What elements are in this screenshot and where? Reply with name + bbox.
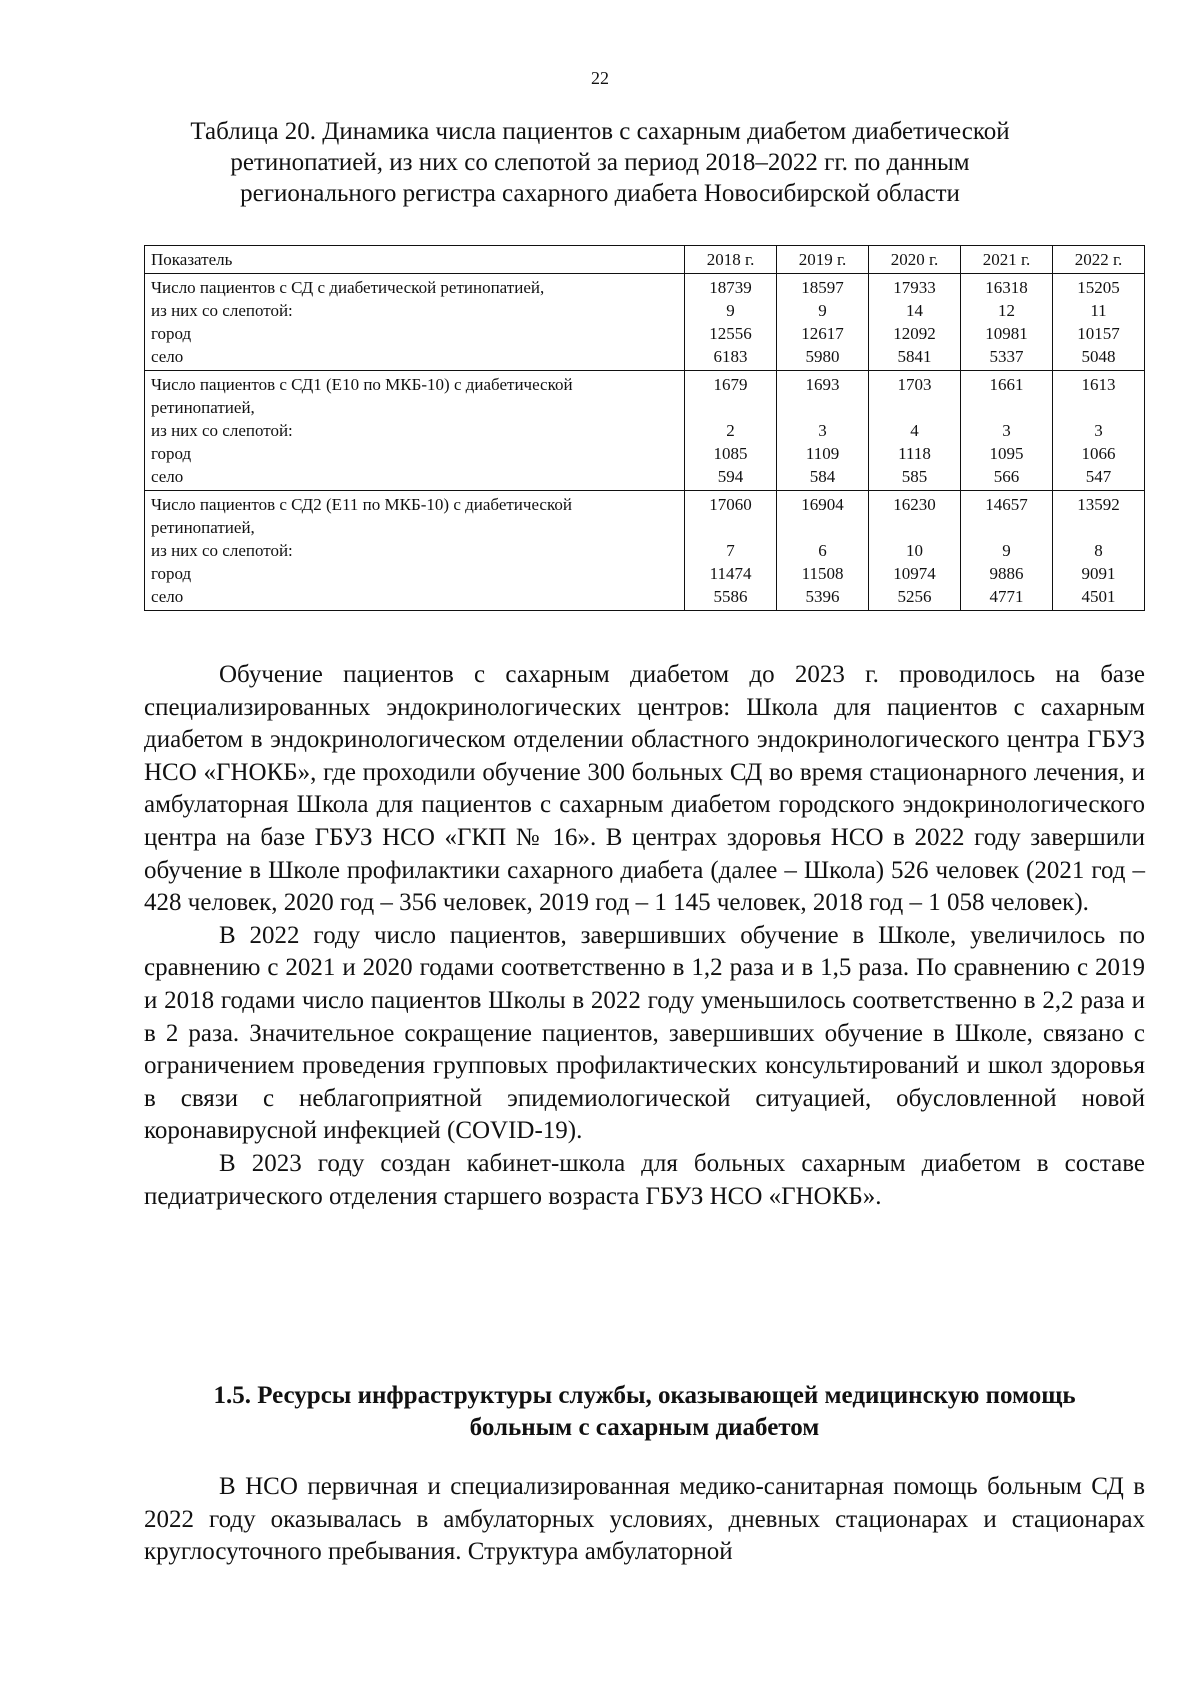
section-heading-line: 1.5. Ресурсы инфраструктуры службы, оказывающей медицинскую помощь [213, 1382, 1076, 1409]
value: 9 [1002, 541, 1011, 560]
paragraph: В 2023 году создан кабинет-школа для больных сахарным диабетом в составе педиатрического отделения старшего возраста ГБУЗ НСО «ГНОКБ». [144, 1149, 1145, 1210]
table-row [145, 371, 1145, 491]
paragraph: В НСО первичная и специализированная медико-санитарная помощь больным СД в 2022 году оказывалась в амбулаторных условиях, дневных стационарах и стационарах круглосуточного пребывания. Структура амбулаторной [144, 1473, 1145, 1566]
data-table [144, 245, 1145, 611]
table-title [145, 116, 1055, 209]
value: 12556 [709, 324, 752, 343]
row-label-line: село [151, 467, 184, 486]
value [875, 396, 954, 419]
value: 9091 [1081, 564, 1116, 583]
value: 14657 [985, 495, 1028, 514]
value: 10 [906, 541, 924, 560]
row-label-line: из них со слепотой: [151, 541, 293, 560]
value: 18739 [709, 278, 752, 297]
value-cell [777, 371, 869, 491]
paragraph: В 2022 году число пациентов, завершивших обучение в Школе, увеличилось по сравнению с 2021 и 2020 годами соответственно в 1,2 раза и в 1,5 раза. По сравнению с 2019 и 2018 годами число пациентов Школы в 2022 году уменьшилось соответственно в 2,2 раза и в 2 раза. Значительное сокращение пациентов, завершивших обучение в Школе, связано с ограничением проведения групповых профилактических консультирований и школ здоровья в связи с неблагоприятной эпидемиологической ситуацией, обусловленной новой коронавирусной инфекцией (COVID-19). [144, 921, 1145, 1145]
value: 17933 [893, 278, 936, 297]
value: 13592 [1077, 495, 1120, 514]
value: 3 [1094, 421, 1103, 440]
value: 10981 [985, 324, 1028, 343]
value: 1066 [1081, 444, 1116, 463]
table-row [145, 274, 1145, 371]
header-year: 2021 г. [961, 246, 1053, 274]
value [691, 396, 770, 419]
row-label-line: Число пациентов с СД2 (Е11 по МКБ-10) с диабетической [151, 495, 572, 514]
row-label-line: ретинопатией, [151, 518, 255, 537]
value: 15205 [1077, 278, 1120, 297]
row-label-line: село [151, 347, 184, 366]
value: 10974 [893, 564, 936, 583]
header-year: 2019 г. [777, 246, 869, 274]
value [783, 516, 862, 539]
value: 1693 [805, 375, 840, 394]
table-title-line: регионального регистра сахарного диабета Новосибирской области [240, 180, 960, 207]
value [1059, 396, 1138, 419]
value: 9886 [989, 564, 1024, 583]
row-label-line: Число пациентов с СД с диабетической ретинопатией, [151, 278, 545, 297]
value: 5396 [805, 587, 840, 606]
value: 17060 [709, 495, 752, 514]
value: 547 [1085, 467, 1112, 486]
value-cell [961, 274, 1053, 371]
value: 12 [998, 301, 1015, 320]
value: 1109 [805, 444, 840, 463]
value: 1085 [713, 444, 748, 463]
row-label [145, 274, 685, 371]
value-cell [777, 274, 869, 371]
value: 9 [726, 301, 735, 320]
value: 4771 [989, 587, 1024, 606]
value: 3 [818, 421, 827, 440]
value [691, 516, 770, 539]
value-cell [869, 274, 961, 371]
value-cell [685, 371, 777, 491]
value: 16318 [985, 278, 1028, 297]
value [875, 516, 954, 539]
value: 11508 [801, 564, 844, 583]
table-title-line: ретинопатией, из них со слепотой за период 2018–2022 гг. по данным [230, 149, 970, 176]
header-year: 2020 г. [869, 246, 961, 274]
header-year: 2018 г. [685, 246, 777, 274]
table-header-row [145, 246, 1145, 274]
value: 11474 [709, 564, 752, 583]
value: 6 [818, 541, 827, 560]
value-cell [685, 274, 777, 371]
body-text-block-1 [144, 659, 1145, 1213]
row-label-line: ретинопатией, [151, 398, 255, 417]
table-row [145, 491, 1145, 611]
value: 1661 [989, 375, 1024, 394]
section-heading [144, 1380, 1145, 1444]
value [1059, 516, 1138, 539]
value: 2 [726, 421, 735, 440]
value: 16230 [893, 495, 936, 514]
value: 5841 [897, 347, 932, 366]
value: 7 [726, 541, 735, 560]
row-label-line: из них со слепотой: [151, 301, 293, 320]
page-number: 22 [591, 68, 609, 88]
body-text-block-2 [144, 1471, 1145, 1569]
value: 3 [1002, 421, 1011, 440]
value-cell [961, 491, 1053, 611]
value: 5048 [1081, 347, 1116, 366]
value: 594 [717, 467, 744, 486]
value: 584 [809, 467, 836, 486]
value-cell [777, 491, 869, 611]
value [967, 396, 1046, 419]
row-label [145, 371, 685, 491]
value: 18597 [801, 278, 844, 297]
value: 11 [1090, 301, 1107, 320]
value-cell [869, 491, 961, 611]
value-cell [1053, 274, 1145, 371]
value-cell [869, 371, 961, 491]
value: 8 [1094, 541, 1103, 560]
value: 5256 [897, 587, 932, 606]
row-label-line: из них со слепотой: [151, 421, 293, 440]
value: 4501 [1081, 587, 1116, 606]
row-label-line: Число пациентов с СД1 (Е10 по МКБ-10) с диабетической [151, 375, 573, 394]
value-cell [1053, 371, 1145, 491]
value: 566 [993, 467, 1020, 486]
value [967, 516, 1046, 539]
value [783, 396, 862, 419]
section-heading-line: больным с сахарным диабетом [469, 1414, 820, 1441]
row-label-line: город [151, 324, 192, 343]
row-label [145, 491, 685, 611]
header-year: 2022 г. [1053, 246, 1145, 274]
row-label-line: город [151, 444, 192, 463]
row-label-line: город [151, 564, 192, 583]
value-cell [1053, 491, 1145, 611]
value: 5586 [713, 587, 748, 606]
value: 16904 [801, 495, 844, 514]
value-cell [961, 371, 1053, 491]
value: 5337 [989, 347, 1024, 366]
value: 12617 [801, 324, 844, 343]
value: 14 [906, 301, 924, 320]
value: 4 [910, 421, 919, 440]
value: 10157 [1077, 324, 1120, 343]
header-indicator: Показатель [145, 246, 685, 274]
value-cell [685, 491, 777, 611]
value: 12092 [893, 324, 936, 343]
value: 6183 [713, 347, 748, 366]
value: 1679 [713, 375, 748, 394]
value: 9 [818, 301, 827, 320]
paragraph: Обучение пациентов с сахарным диабетом до 2023 г. проводилось на базе специализированных эндокринологических центров: Школа для пациентов с сахарным диабетом в эндокринологическом отделении областного эндокринологического центра ГБУЗ НСО «ГНОКБ», где проходили обучение 300 больных СД во время стационарного лечения, и амбулаторная Школа для пациентов с сахарным диабетом городского эндокринологического центра на базе ГБУЗ НСО «ГКП № 16». В центрах здоровья НСО в 2022 году завершили обучение в Школе профилактики сахарного диабета (далее – Школа) 526 человек (2021 год – 428 человек, 2020 год – 356 человек, 2019 год – 1 145 человек, 2018 год – 1 058 человек). [144, 661, 1145, 917]
value: 1703 [897, 375, 932, 394]
row-label-line: село [151, 587, 184, 606]
table-title-line: Таблица 20. Динамика числа пациентов с сахарным диабетом диабетической [190, 118, 1010, 145]
value: 1118 [898, 444, 931, 463]
value: 585 [901, 467, 928, 486]
value: 5980 [805, 347, 840, 366]
value: 1613 [1081, 375, 1116, 394]
value: 1095 [989, 444, 1024, 463]
